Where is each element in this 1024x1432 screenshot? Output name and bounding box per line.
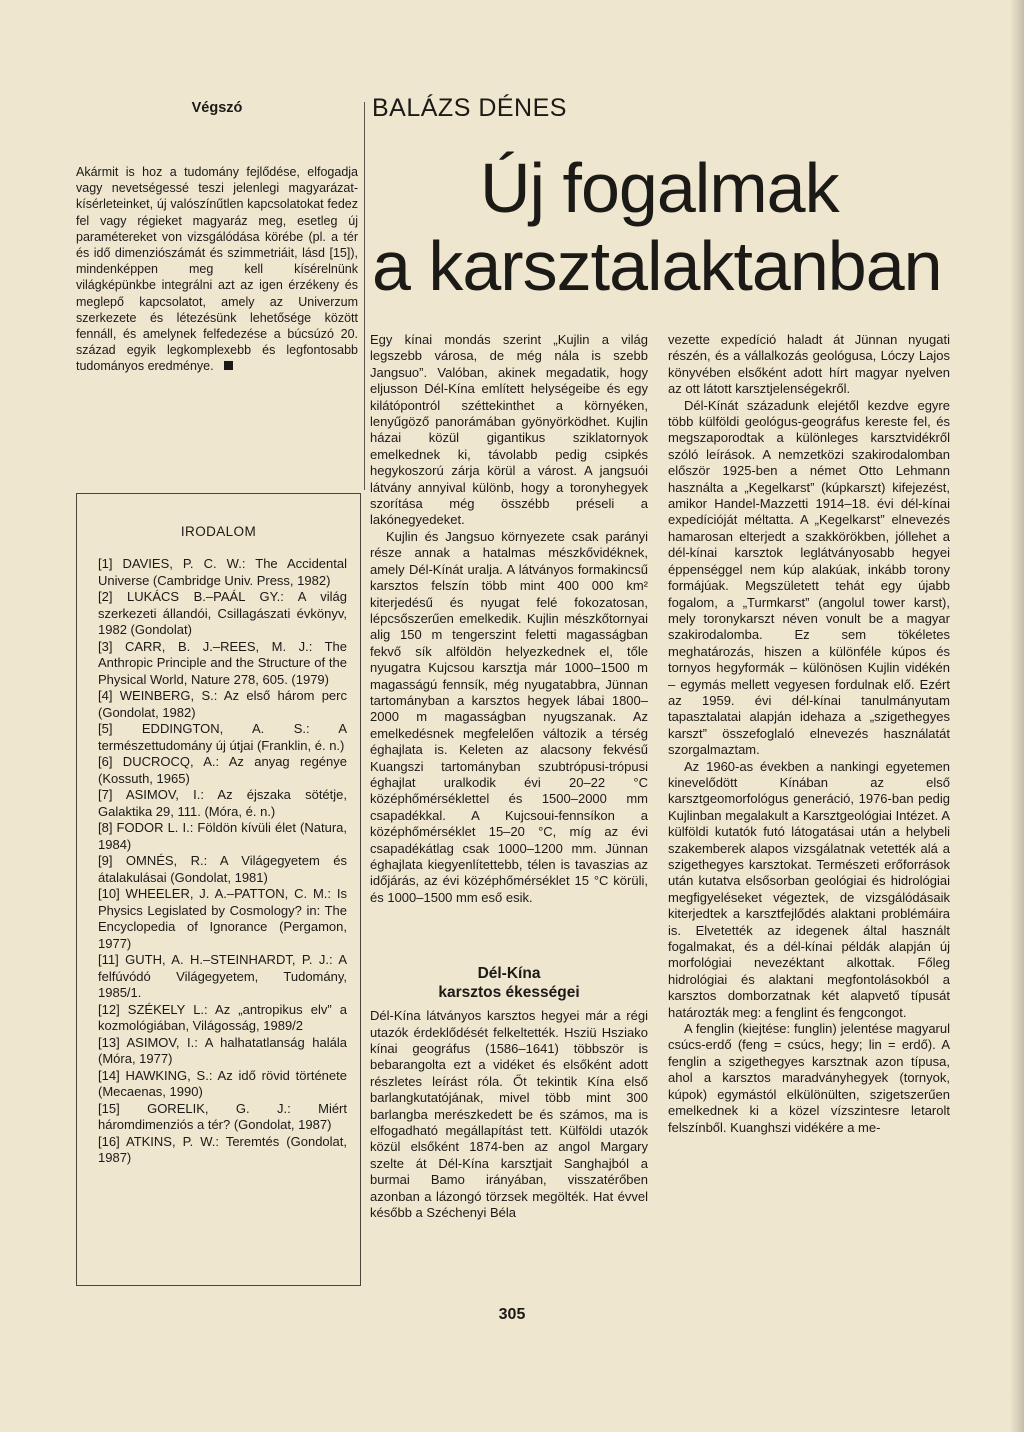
references-box	[76, 493, 361, 1286]
reference-item: [2] LUKÁCS B.–PAÁL GY.: A világ szerkezeti állandói, Csillagászati évkönyv, 1982 (Gondolat)	[98, 589, 347, 637]
page-edge-shadow	[1010, 0, 1024, 1432]
reference-item: [6] DUCROCQ, A.: Az anyag regénye (Kossuth, 1965)	[98, 754, 347, 786]
article-title-line-2: a karsztalaktanban	[372, 227, 942, 305]
end-square-icon	[224, 361, 233, 370]
epilogue-heading: Végszó	[191, 100, 243, 116]
reference-item: [7] ASIMOV, I.: Az éjszaka sötétje, Galaktika 29, 111. (Móra, é. n.)	[98, 787, 347, 819]
article-paragraph: A fenglin (kiejtése: funglin) jelentése magyarul csúcs-erdő (feng = csúcs, hegy; lin = erdő). A fenglin a szigethegyes karsztnak azon típusa, ahol a karsztos maradványhegyek (tornyok, kúpok) egymástól elkülönülten, szigetszerűen emelkednek ki a közel vízszintesre letarolt felszínből. Kuanghszi vidékére a me-	[668, 1021, 950, 1135]
article-title-line-1: Új fogalmak	[480, 149, 839, 227]
references-list	[98, 556, 347, 1167]
references-title: IRODALOM	[180, 524, 257, 539]
reference-item: [13] ASIMOV, I.: A halhatatlanság halála (Móra, 1977)	[98, 1034, 347, 1066]
page-number: 305	[498, 1306, 526, 1323]
epilogue-column	[76, 100, 358, 375]
reference-item: [8] FODOR L. I.: Földön kívüli élet (Natura, 1984)	[98, 820, 347, 852]
reference-item: [15] GORELIK, G. J.: Miért háromdimenziós a tér? (Gondolat, 1987)	[98, 1100, 347, 1132]
reference-item: [4] WEINBERG, S.: Az első három perc (Gondolat, 1982)	[98, 688, 347, 720]
reference-item: [1] DAVIES, P. C. W.: The Accidental Universe (Cambridge Univ. Press, 1982)	[98, 556, 347, 588]
reference-item: [5] EDDINGTON, A. S.: A természettudomány új útjai (Franklin, é. n.)	[98, 721, 347, 753]
article-column-middle	[370, 332, 648, 1222]
reference-item: [14] HAWKING, S.: Az idő rövid története (Mecaenas, 1990)	[98, 1067, 347, 1099]
reference-item: [11] GUTH, A. H.–STEINHARDT, P. J.: A felfúvódó Világegyetem, Tudomány, 1985/1.	[98, 952, 347, 1000]
section-heading-line-2: karsztos ékességei	[438, 984, 580, 1002]
section-heading-line-1: Dél-Kína	[477, 965, 541, 983]
section-heading	[370, 964, 648, 1002]
column-divider	[364, 102, 365, 490]
article-paragraph: Egy kínai mondás szerint „Kujlin a világ legszebb városa, de még nála is szebb Jangsuo”. Valóban, akinek megadatik, hogy eljusson Dél-Kína említett helységeibe és egy kilátópontról széttekinthet a környéken, lenyűgöző panorámában gyönyörködhet. Kujlin házai közül gigantikus sziklatornyok emelkednek ki, távolabb pedig csipkés hegykoszorú zárja körül a várost. A jangsuói látvány annyival különb, hogy a toronyhegyek szorítása még összébb préseli a lakónegyedeket.	[370, 332, 648, 528]
article-paragraph: vezette expedíció haladt át Jünnan nyugati részén, és a vállalkozás geológusa, Lóczy Lajos könyvében elsőként adott hírt magyar nyelven az ott látott karsztjelenségekről.	[668, 332, 950, 397]
article-paragraph: Az 1960-as években a nankingi egyetemen kinevelődött Kínában az első karsztgeomorfológus generáció, 1976-ban pedig Kujlinban megalakult a Karsztgeológiai Intézet. A külföldi kutatók futó látogatásai után a helybeli szakemberek alapos vizsgálatnak vetették alá a szigethegyes karsztokat. Természeti erőforrások után kutatva elsősorban geológiai és hidrológiai megfigyeléseket végeztek, de vizsgálódásaik kiterjedtek a karsztfejlődés alaktani problémáira is. Elvetették az idegenek által használt fogalmakat, és a dél-kínai példák alapján új morfológiai nevezéktant alkottak. Főleg hidrológiai és alaktani megfontolásokból a karsztos domborzatnak két alapvető típusát határozták meg: a fenglint és fengcongot.	[668, 758, 950, 1020]
article-paragraph: Dél-Kína látványos karsztos hegyei már a régi utazók érdeklődését felkeltették. Hsziü Hsziako kínai geográfus (1586–1641) többször is bebarangolta ezt a vidéket és elsőként adott részletes leírást róla. Őt tekintik Kína első barlangkutatójának, mivel több mint 300 barlangba merészkedett be és számos, ma is elfogadható megállapítást tett. Külföldi utazók közül elsőként 1874-ben az angol Margary szelte át Dél-Kína karsztjait Sanghajból a burmai Bamo irányában, visszatérőben azonban a lázongó törzsek megölték. Hat évvel később a Széchenyi Béla	[370, 1008, 648, 1221]
article-column-right	[668, 332, 950, 1136]
epilogue-text: Akármit is hoz a tudomány fejlődése, elfogadja vagy nevetségessé teszi jelenlegi magyarázat-kísérleteinket, új valószínűtlen kapcsolatokat fedez fel vagy régieket magyaráz meg, esetleg új paramétereket von vizsgálódása körébe (pl. a tér és idő dimenziószámát és szimmetriáit, lásd [15]), mindenképpen meg kell kísérelnünk világképünkbe integrálni azt az igen érzékeny és meglepő kapcsolatot, amely az Univerzum szerkezete és létezésünk lehetősége között fennáll, és amelynek felfedezése a búcsúzó 20. század egyik legkomplexebb és legfontosabb tudományos eredménye.	[76, 165, 358, 374]
article-paragraph: Dél-Kínát századunk elejétől kezdve egyre több külföldi geológus-geográfus kereste fel, és megszaporodtak a különleges karsztvidékről szóló leírások. A nemzetközi szakirodalomban először 1925-ben a német Otto Lehmann használta a „Kegelkarst” (kúpkarszt) kifejezést, amikor Handel-Mazzetti 1914–18. évi dél-kínai expedícióját méltatta. A „Kegelkarst” elnevezés hamarosan elterjedt a szakkörökben, jóllehet a dél-kínai karsztok leglátványosabb hegyei éppenséggel nem kúp alakúak, inkább torony formájúak. Megszületett tehát egy újabb fogalom, a „Turmkarst” (angolul tower karst), mely toronykarszt néven vonult be a magyar szakirodalomba. Ez sem tökéletes meghatározás, hiszen a különféle kúpos és tornyos hegyformák – különösen Kujlin vidékén – egymás mellett vegyesen fordulnak elő. Ezért az 1959. évi dél-kínai tanulmányutam tapasztalatai alapján idehaza a „szigethegyes karszt” összefoglaló elnevezés használatát szorgalmaztam.	[668, 397, 950, 758]
reference-item: [16] ATKINS, P. W.: Teremtés (Gondolat, 1987)	[98, 1133, 347, 1165]
reference-item: [12] SZÉKELY L.: Az „antropikus elv” a kozmológiában, Világosság, 1989/2	[98, 1001, 347, 1033]
reference-item: [3] CARR, B. J.–REES, M. J.: The Anthropic Principle and the Structure of the Physical World, Nature 278, 605. (1979)	[98, 638, 347, 687]
reference-item: [9] OMNÉS, R.: A Világegyetem és átalakulásai (Gondolat, 1981)	[98, 853, 347, 885]
reference-item: [10] WHEELER, J. A.–PATTON, C. M.: Is Physics Legislated by Cosmology? in: The Encyclopedia of Ignorance (Pergamon, 1977)	[98, 886, 347, 951]
article-author: BALÁZS DÉNES	[372, 94, 567, 122]
article-paragraph: Kujlin és Jangsuo környezete csak parányi része annak a hatalmas mészkővidéknek, amely Dél-Kínát uralja. A látványos formakincsű karsztos felszín több mint 400 000 km² kiterjedésű és nyugat felé fokozatosan, lépcsőszerűen emelkedik. Kujlin mészkőtornyai alig 150 m tengerszint feletti magasságban fekvő sík alföldön helyezkednek el, tőle nyugatra Kujcsou karsztja már 1000–1500 m magasságú fennsík, még nyugatabbra, Jünnan tartományban a karsztos hegyek lábai 1800–2000 m magasságban nyugszanak. Az emelkedésnek megfelelően változik a térség éghajlata is. Keleten az alacsony fekvésű Kuangszi tartományban szubtrópusi-trópusi éghajlat uralkodik évi 20–22 °C középhőmérséklettel és 1500–2000 mm csapadékkal. A Kujcsoui-fennsíkon a középhőmérséklet 15–20 °C, míg az évi csapadékátlag csak 1000–1200 mm. Jünnan éghajlata kiegyenlítettebb, télen is tavaszias az időjárás, az évi középhőmérséklet 15 °C körüli, és 1000–1500 mm eső esik.	[370, 528, 648, 905]
epilogue-paragraph	[76, 164, 358, 375]
